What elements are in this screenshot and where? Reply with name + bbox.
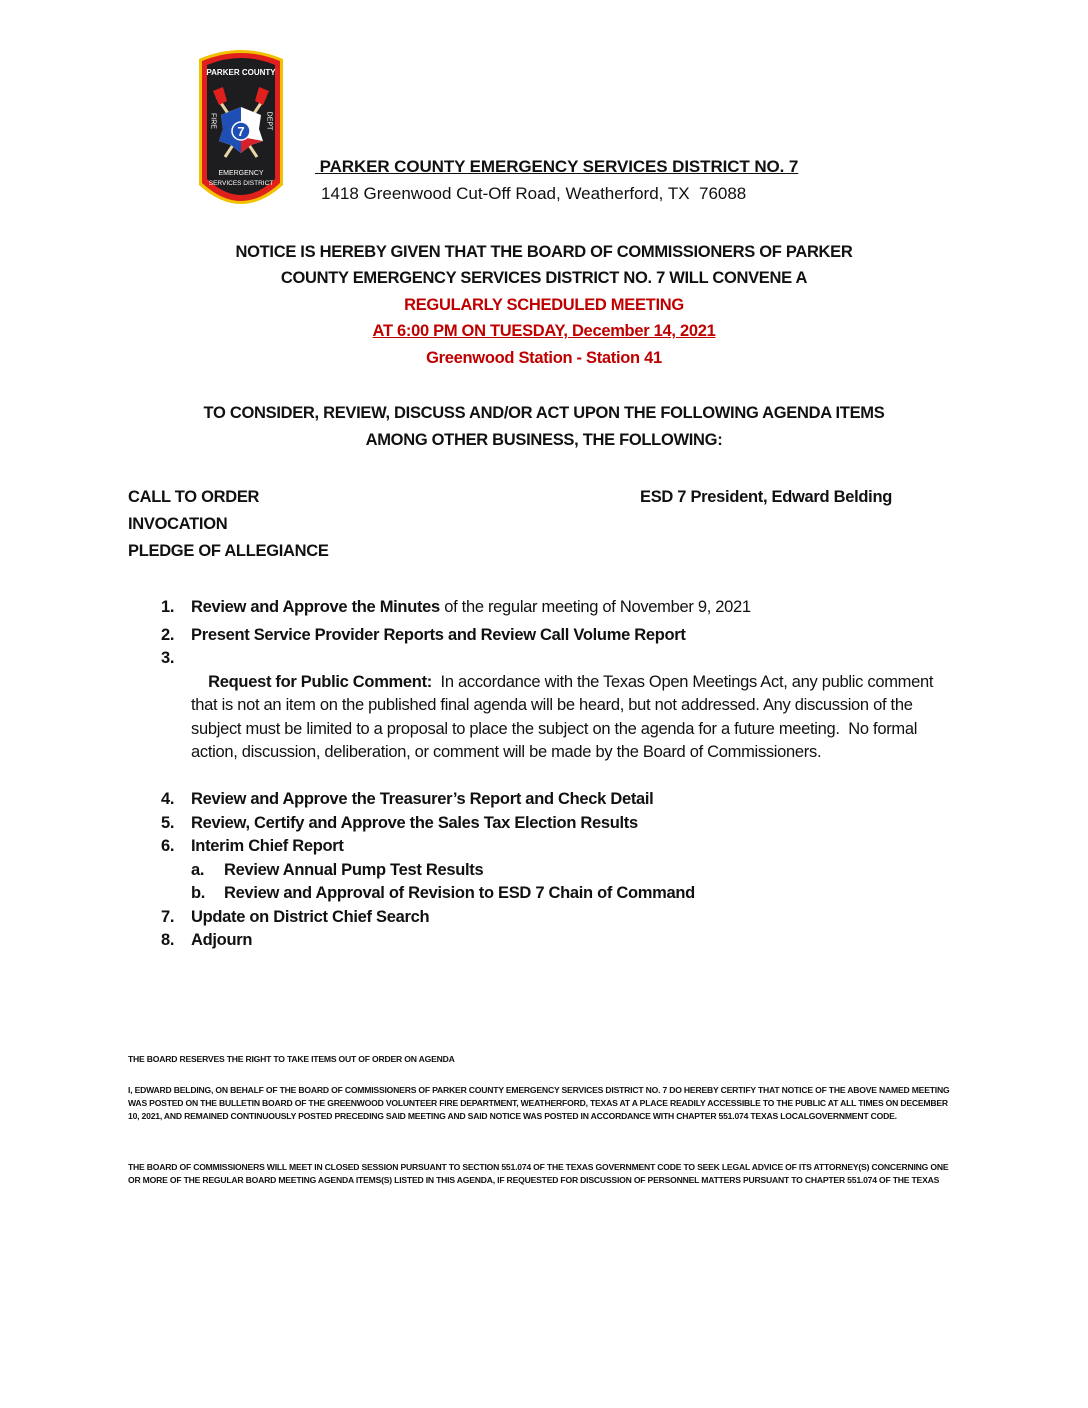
agenda-subitem-title: Review and Approval of Revision to ESD 7 Chain of Command [224,884,695,902]
agenda-item [150,906,950,930]
agenda-item-number: 6. [161,837,175,855]
certification-notice: I, EDWARD BELDING, ON BEHALF OF THE BOARD OF COMMISSIONERS OF PARKER COUNTY EMERGENCY SERVICES DISTRICT NO. 7 DO HEREBY CERTIFY THAT NOTICE OF THE ABOVE NAMED MEETING WAS POSTED ON THE BULLETIN BOARD OF THE GREENWOOD VOLUNTEER FIRE DEPARTMENT, WEATHERFORD, TEXAS AT A PLACE READILY ACCESSIBLE TO THE PUBLIC AT ALL TIMES ON DECEMBER 10, 2021, AND REMAINED CONTINUOUSLY POSTED PRECEDING SAID MEETING AND SAID NOTICE WAS POSTED IN ACCORDANCE WITH CHAPTER 551.074 TEXAS LOCALGOVERNMENT CODE. [128,1085,950,1121]
agenda-item-number: 5. [161,813,175,832]
logo-number: 7 [237,124,245,139]
meeting-location: Greenwood Station - Station 41 [426,349,662,367]
logo-bottom-text-2: SERVICES DISTRICT [208,180,274,187]
agenda-item [150,788,950,812]
meeting-datetime: AT 6:00 PM ON TUESDAY, December 14, 2021 [372,322,716,340]
presider: ESD 7 President, Edward Belding [640,488,893,506]
agenda-subitem-letter: b. [191,884,206,902]
agenda-item [150,624,950,648]
invocation: INVOCATION [128,515,228,533]
agenda-item-detail: In accordance with the Texas Open Meetings Act, any public comment that is not an item on the published final agenda will be heard, but not addressed. Any discussion of the subject must be limited to a proposal to place the subject on the agenda for a future meeting. No formal action, discussion, deliberation, or comment will be made by the Board of Commissioners. [191,672,938,761]
agenda-item-title: Request for Public Comment: [208,672,432,691]
agenda-item-number: 2. [161,625,175,644]
agenda-item-title: Interim Chief Report [191,837,344,855]
agenda-list [150,596,950,953]
agenda-item-number: 4. [161,790,175,808]
fire-department-logo [193,45,289,215]
agenda-subitem [150,882,950,906]
agenda-item-title: Review, Certify and Approve the Sales Tax Election Results [191,813,638,832]
logo-left-text: FIRE [209,113,217,129]
agenda-item-number: 8. [161,931,175,949]
meeting-type: REGULARLY SCHEDULED MEETING [404,296,684,314]
notice-line-1: NOTICE IS HEREBY GIVEN THAT THE BOARD OF COMMISSIONERS OF PARKER [235,243,853,261]
logo-bottom-text-1: EMERGENCY [218,170,264,177]
agenda-item-title: Review and Approve the Treasurer’s Report and Check Detail [191,790,654,808]
district-address: 1418 Greenwood Cut-Off Road, Weatherford, TX 76088 [321,184,747,203]
consider-line-2: AMONG OTHER BUSINESS, THE FOLLOWING: [365,431,723,449]
agenda-item [150,647,951,788]
agenda-item-title: Adjourn [191,931,253,949]
agenda-subitem [150,859,950,883]
call-to-order: CALL TO ORDER [128,488,260,506]
consider-line-1: TO CONSIDER, REVIEW, DISCUSS AND/OR ACT UPON THE FOLLOWING AGENDA ITEMS [203,404,885,422]
agenda-item-title: Review and Approve the Minutes [191,598,440,616]
agenda-sublist [191,859,950,906]
closed-session-notice: THE BOARD OF COMMISSIONERS WILL MEET IN CLOSED SESSION PURSUANT TO SECTION 551.074 OF THE TEXAS GOVERNMENT CODE TO SEEK LEGAL ADVICE OF ITS ATTORNEY(S) CONCERNING ONE OR MORE OF THE REGULAR BOARD MEETING AGENDA ITEMS(S) LISTED IN THIS AGENDA, IF REQUESTED FOR DISCUSSION OF PERSONNEL MATTERS PURSUANT TO CHAPTER 551.074 OF THE TEXAS [128,1162,949,1185]
logo-top-text: PARKER COUNTY [206,68,276,77]
agenda-item-detail: of the regular meeting of November 9, 2021 [439,598,751,616]
agenda-item-number: 7. [161,907,175,926]
reserve-right-notice: THE BOARD RESERVES THE RIGHT TO TAKE ITEMS OUT OF ORDER ON AGENDA [128,1054,455,1064]
notice-line-2: COUNTY EMERGENCY SERVICES DISTRICT NO. 7 WILL CONVENE A [280,269,808,287]
agenda-item-title: Present Service Provider Reports and Review Call Volume Report [191,625,686,644]
district-title: PARKER COUNTY EMERGENCY SERVICES DISTRICT NO. 7 [315,157,799,176]
agenda-item-title: Update on District Chief Search [191,907,430,926]
pledge-of-allegiance: PLEDGE OF ALLEGIANCE [128,542,329,560]
agenda-item [150,812,950,836]
fire-badge-icon [193,45,289,215]
agenda-item-number: 3. [161,649,175,667]
agenda-subitem-title: Review Annual Pump Test Results [224,860,484,879]
logo-right-text: DEPT [265,111,273,131]
agenda-subitem-letter: a. [191,860,205,879]
agenda-item-number: 1. [161,598,175,616]
agenda-item [150,835,950,906]
agenda-item [150,929,950,953]
agenda-item [150,596,950,620]
